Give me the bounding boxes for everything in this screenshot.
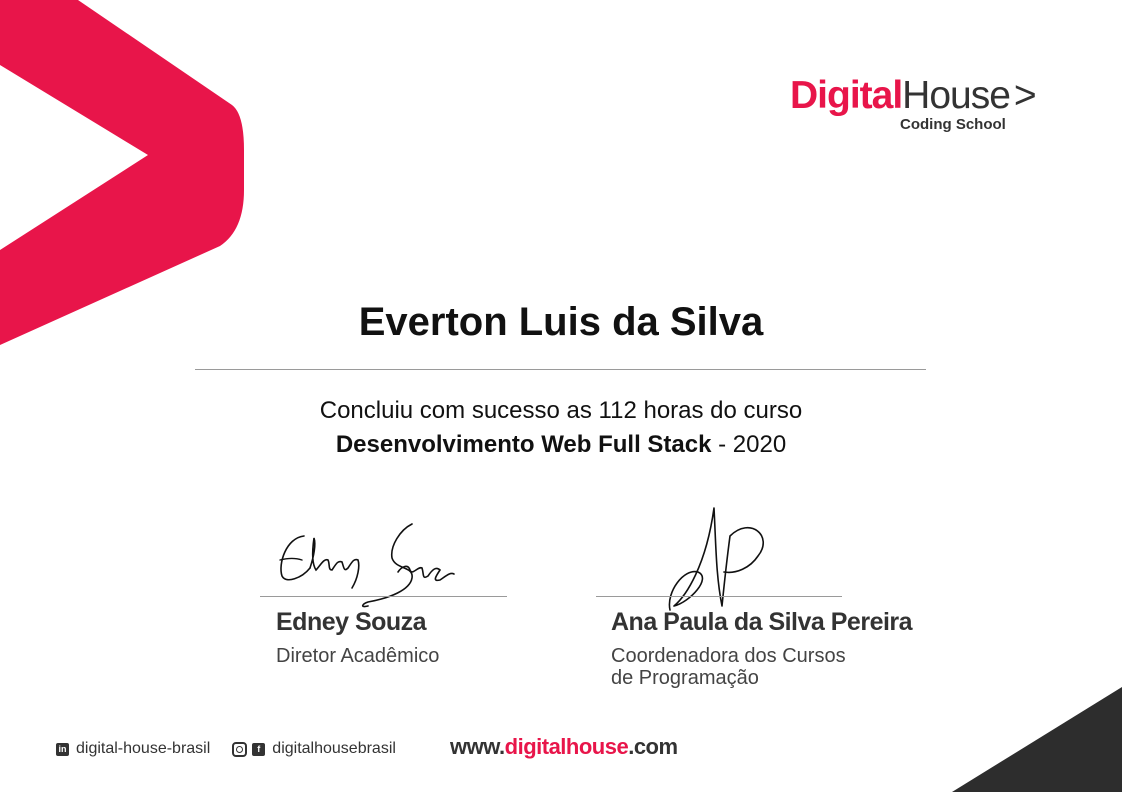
- url-suffix: .com: [628, 734, 678, 759]
- url-domain: digitalhouse: [504, 734, 629, 759]
- recipient-name: Everton Luis da Silva: [358, 300, 764, 344]
- logo-tagline: Coding School: [900, 116, 1006, 133]
- facebook-icon: f: [252, 743, 265, 756]
- instagram-icon: [232, 742, 247, 757]
- chevron-decoration: [0, 0, 250, 345]
- signer-role-2-line-1: Coordenadora dos Cursos: [611, 645, 846, 667]
- signer-role-2-line-2: de Programação: [611, 667, 759, 689]
- linkedin-handle[interactable]: digital-house-brasil: [76, 740, 211, 757]
- digitalhouse-logo: [790, 74, 1040, 134]
- signature-edney-souza: [272, 516, 462, 608]
- social-handle[interactable]: digitalhousebrasil: [272, 740, 396, 757]
- logo-word-house: House: [902, 74, 1010, 117]
- course-name: Desenvolvimento Web Full Stack: [335, 431, 712, 458]
- signature-line-2: [596, 596, 842, 597]
- name-underline: [195, 369, 926, 370]
- completion-statement: Concluiu com sucesso as 112 horas do curso: [319, 397, 803, 424]
- course-year: - 2020: [711, 431, 787, 458]
- signature-line-1: [260, 596, 507, 597]
- signer-name-2: Ana Paula da Silva Pereira: [611, 608, 913, 636]
- course-line: [0, 428, 1122, 462]
- signer-role-1: Diretor Acadêmico: [276, 645, 440, 667]
- url-prefix: www.: [450, 734, 505, 759]
- signature-ana-paula: [660, 506, 770, 616]
- corner-decoration: [952, 687, 1122, 792]
- logo-arrow: >: [1013, 74, 1036, 117]
- logo-word-digital: Digital: [790, 74, 903, 117]
- linkedin-icon: in: [56, 743, 69, 756]
- signer-name-1: Edney Souza: [276, 608, 427, 636]
- website-link[interactable]: [450, 734, 678, 760]
- footer-social-links: [56, 740, 396, 758]
